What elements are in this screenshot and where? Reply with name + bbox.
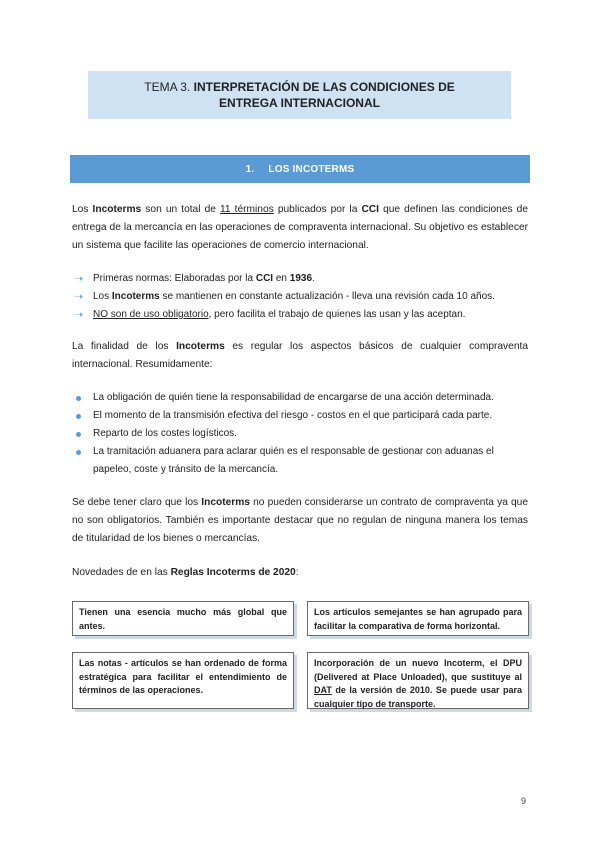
list-item xyxy=(72,288,528,306)
card-text: DPU (Delivered at Place Unloaded) xyxy=(314,658,523,682)
section-number: 1. xyxy=(245,163,255,175)
list-item xyxy=(72,407,528,425)
intro-text: Los xyxy=(72,204,93,215)
intro-bold: Incoterms xyxy=(92,204,142,215)
intro-paragraph xyxy=(72,201,528,255)
list-bold: 1936 xyxy=(289,273,313,284)
card-text: Los artículos semejantes se han agrupado para facilitar la comparativa de forma horizontal. xyxy=(314,607,522,631)
topic-title-line-1 xyxy=(144,79,455,95)
purpose-bold: Incoterms xyxy=(176,341,225,352)
card-text: , el xyxy=(482,658,503,668)
section-label: LOS INCOTERMS xyxy=(268,163,355,175)
intro-bold: CCI xyxy=(361,204,379,215)
topic-title-text: INTERPRETACIÓN DE LAS CONDICIONES DE xyxy=(193,80,455,94)
intro-text: publicados por la xyxy=(273,204,362,215)
bullet-text: El momento de la transmisión efectiva del riesgo - costos en el que participará cada parte. xyxy=(93,410,493,421)
list-item xyxy=(72,389,528,407)
card-text: Las notas - artículos se han ordenado de forma estratégica para facilitar el entendimiento de términos de las operaciones. xyxy=(79,658,287,695)
card-underline: DAT xyxy=(314,685,332,695)
bullet-text: La tramitación aduanera para aclarar quién es el responsable de gestionar con aduanas el papeleo, coste y tránsito de la mercancía. xyxy=(93,446,494,475)
novedades-text: : xyxy=(295,567,299,578)
novedad-card-2 xyxy=(307,601,529,636)
bullet-dot-icon xyxy=(76,432,81,437)
note-bold: Incoterms xyxy=(201,497,250,508)
purpose-text: La finalidad de los xyxy=(72,341,177,352)
card-text: Incorporación de un nuevo xyxy=(314,658,444,668)
card-text: Tienen una esencia mucho más global que antes. xyxy=(79,607,287,631)
arrow-right-icon: ➝ xyxy=(74,291,84,303)
bullet-text: La obligación de quién tiene la responsabilidad de encargarse de una acción determinada. xyxy=(93,392,494,403)
card-text: de la versión de 2010. Se puede usar para cualquier tipo de transporte. xyxy=(314,685,522,709)
list-text: Los xyxy=(93,291,112,302)
list-item xyxy=(72,306,528,324)
intro-text: que definen las condiciones de entrega de la mercancía en las operaciones de compraventa internacional. Su objetivo es establecer un sistema que facilite las operaciones de comercio internacional. xyxy=(72,204,529,251)
list-item xyxy=(72,443,528,479)
novedades-text: Novedades de en las xyxy=(72,567,171,578)
list-text: Primeras normas: Elaboradas por la xyxy=(93,273,256,284)
list-item xyxy=(72,425,528,443)
topic-title-text-2: ENTREGA INTERNACIONAL xyxy=(219,96,380,110)
section-heading xyxy=(70,155,530,183)
arrow-list xyxy=(72,270,528,324)
topic-number: TEMA 3. xyxy=(144,80,191,94)
note-paragraph xyxy=(72,494,528,548)
bullet-dot-icon xyxy=(76,396,81,401)
arrow-right-icon: ➝ xyxy=(74,309,84,321)
novedades-bold: Reglas Incoterms de 2020 xyxy=(170,567,296,578)
purpose-paragraph xyxy=(72,338,528,374)
novedades-heading xyxy=(72,564,528,582)
list-text: en xyxy=(273,273,290,284)
novedad-card-4 xyxy=(307,652,529,709)
list-bold: Incoterms xyxy=(111,291,160,302)
novedad-card-1 xyxy=(72,601,294,636)
note-text: Se debe tener claro que los xyxy=(72,497,202,508)
arrow-right-icon: ➝ xyxy=(74,273,84,285)
bullet-text: Reparto de los costes logísticos. xyxy=(93,428,237,439)
list-text: . xyxy=(312,273,315,284)
list-underline: NO son de uso obligatorio xyxy=(93,309,209,320)
bullet-list xyxy=(72,389,528,479)
note-text: no pueden considerarse un contrato de compraventa ya que no son obligatorios. También es importante destacar que no regulan de ninguna manera los temas de titularidad de los bienes o mercancías. xyxy=(72,497,528,544)
bullet-dot-icon xyxy=(76,414,81,419)
novedad-card-3 xyxy=(72,652,294,709)
purpose-text: es regular los aspectos básicos de cualquier compraventa internacional. Resumidamente: xyxy=(72,341,528,370)
intro-text: son un total de xyxy=(141,204,220,215)
topic-title-line-2 xyxy=(219,95,380,111)
card-text: , que sustituye al xyxy=(444,671,522,682)
intro-underline: 11 términos xyxy=(220,204,274,215)
topic-title-box xyxy=(88,71,511,119)
list-text: , pero facilita el trabajo de quienes las usan y las aceptan. xyxy=(208,309,466,320)
list-text: se mantienen en constante actualización - lleva una revisión cada 10 años. xyxy=(159,291,495,302)
card-text: Incoterm xyxy=(443,658,482,668)
list-bold: CCI xyxy=(255,273,274,284)
bullet-dot-icon xyxy=(76,450,81,455)
page-number: 9 xyxy=(521,796,527,806)
list-item xyxy=(72,270,528,288)
